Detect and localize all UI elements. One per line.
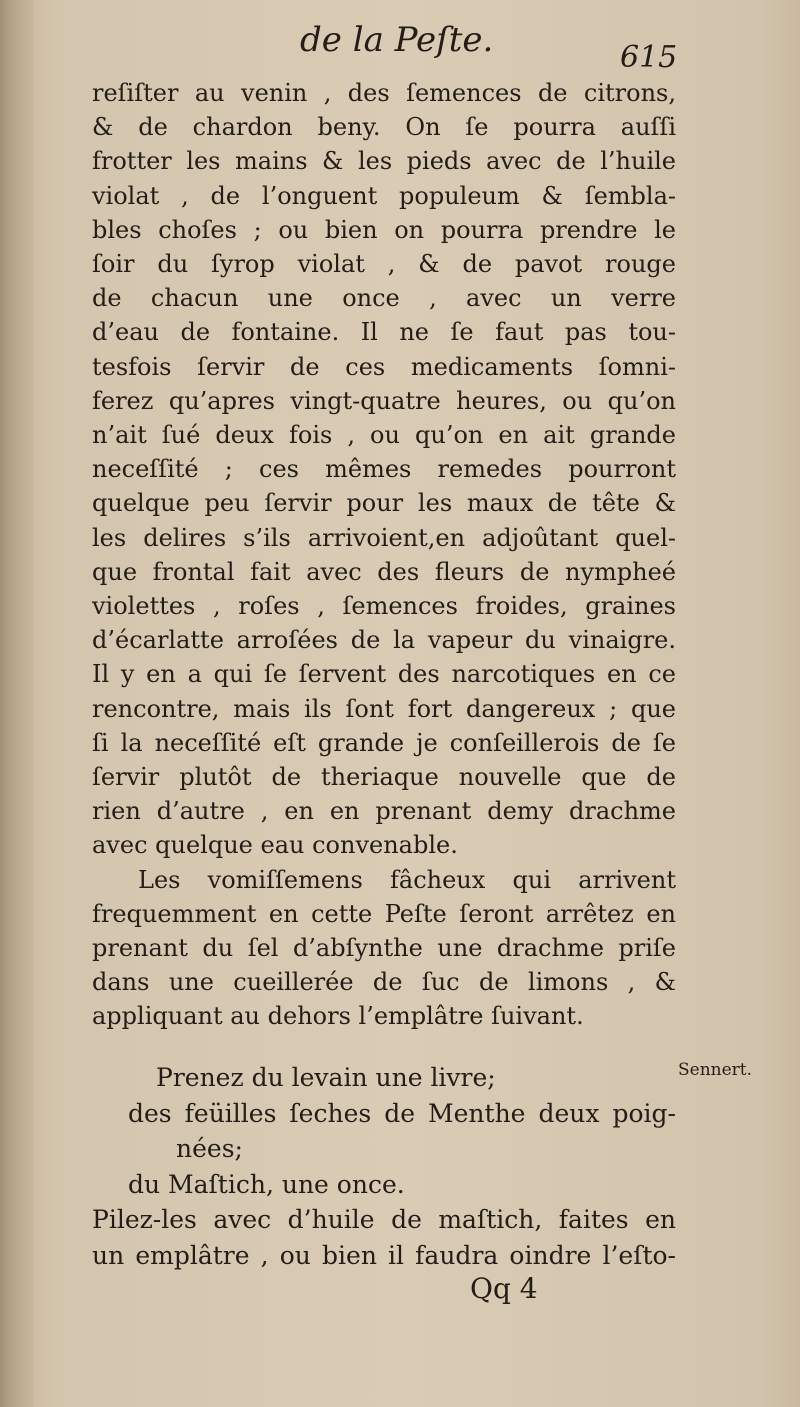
text-line: frotter les mains & les pieds avec de l’huile [92, 147, 676, 176]
text-line: rencontre, mais ils ſont fort dangereux ; que [92, 694, 676, 723]
recipe-line: du Maſtich, une once. [128, 1169, 405, 1199]
text-line: d’eau de fontaine. Il ne ſe faut pas tou- [92, 318, 676, 347]
recipe-line: Pilez-les avec d’huile de maſtich, faites en [92, 1205, 676, 1234]
text-line: de chacun une once , avec un verre [92, 284, 676, 313]
text-line: que frontal fait avec des fleurs de nympheé [92, 557, 676, 586]
text-line: frequemment en cette Peſte ſeront arrêtez en [92, 899, 676, 928]
recipe-line: nées; [176, 1134, 243, 1163]
text-line: violat , de l’onguent populeum & ſembla- [92, 181, 676, 210]
text-line: avec quelque eau convenable. [92, 831, 458, 860]
text-line: rien d’autre , en en prenant demy drachme [92, 797, 676, 826]
text-line: quelque peu ſervir pour les maux de tête & [92, 489, 676, 518]
text-line: prenant du ſel d’abſynthe une drachme priſe [92, 934, 676, 963]
text-line: & de chardon beny. On ſe pourra auſſi [92, 113, 676, 142]
text-line: ſoir du ſyrop violat , & de pavot rouge [92, 250, 676, 279]
running-head: de la Peſte. [300, 20, 494, 60]
recipe-block [92, 1060, 676, 1273]
signature-mark: Qq 4 [470, 1272, 538, 1305]
text-line: Les vomiſſemens fâcheux qui arrivent [138, 865, 676, 894]
text-line: bles choſes ; ou bien on pourra prendre le [92, 215, 676, 244]
text-line: Il y en a qui ſe ſervent des narcotiques en ce [92, 660, 676, 689]
recipe-line: un emplâtre , ou bien il faudra oindre l’eſto- [92, 1240, 676, 1270]
text-line: neceſſité ; ces mêmes remedes pourront [92, 455, 676, 484]
recipe-line: Prenez du levain une livre; [156, 1063, 496, 1092]
recipe-line: des feüilles ſeches de Menthe deux poig- [128, 1098, 676, 1128]
text-line: d’écarlatte arroſées de la vapeur du vinaigre. [92, 626, 676, 655]
main-text-block [92, 76, 676, 1034]
page-number: 615 [620, 40, 678, 75]
text-line: ſervir plutôt de theriaque nouvelle que de [92, 763, 676, 792]
text-line: n’ait ſué deux fois , ou qu’on en ait grande [92, 421, 676, 450]
margin-note: Sennert. [678, 1060, 753, 1080]
text-line: tesfois ſervir de ces medicaments ſomni- [92, 352, 676, 381]
text-line: dans une cueillerée de ſuc de limons , & [92, 968, 676, 997]
text-line: ferez qu’apres vingt-quatre heures, ou qu’on [92, 386, 676, 415]
text-line: violettes , roſes , ſemences froides, graines [92, 592, 676, 621]
text-line: les delires s’ils arrivoient,en adjoûtant quel- [92, 523, 676, 552]
text-line: ſi la neceſſité eſt grande je conſeillerois de ſe [92, 728, 676, 757]
text-line: appliquant au dehors l’emplâtre ſuivant. [92, 1002, 584, 1031]
page-gutter-shadow [0, 0, 34, 1407]
text-line: reſiſter au venin , des ſemences de citrons, [92, 79, 676, 107]
